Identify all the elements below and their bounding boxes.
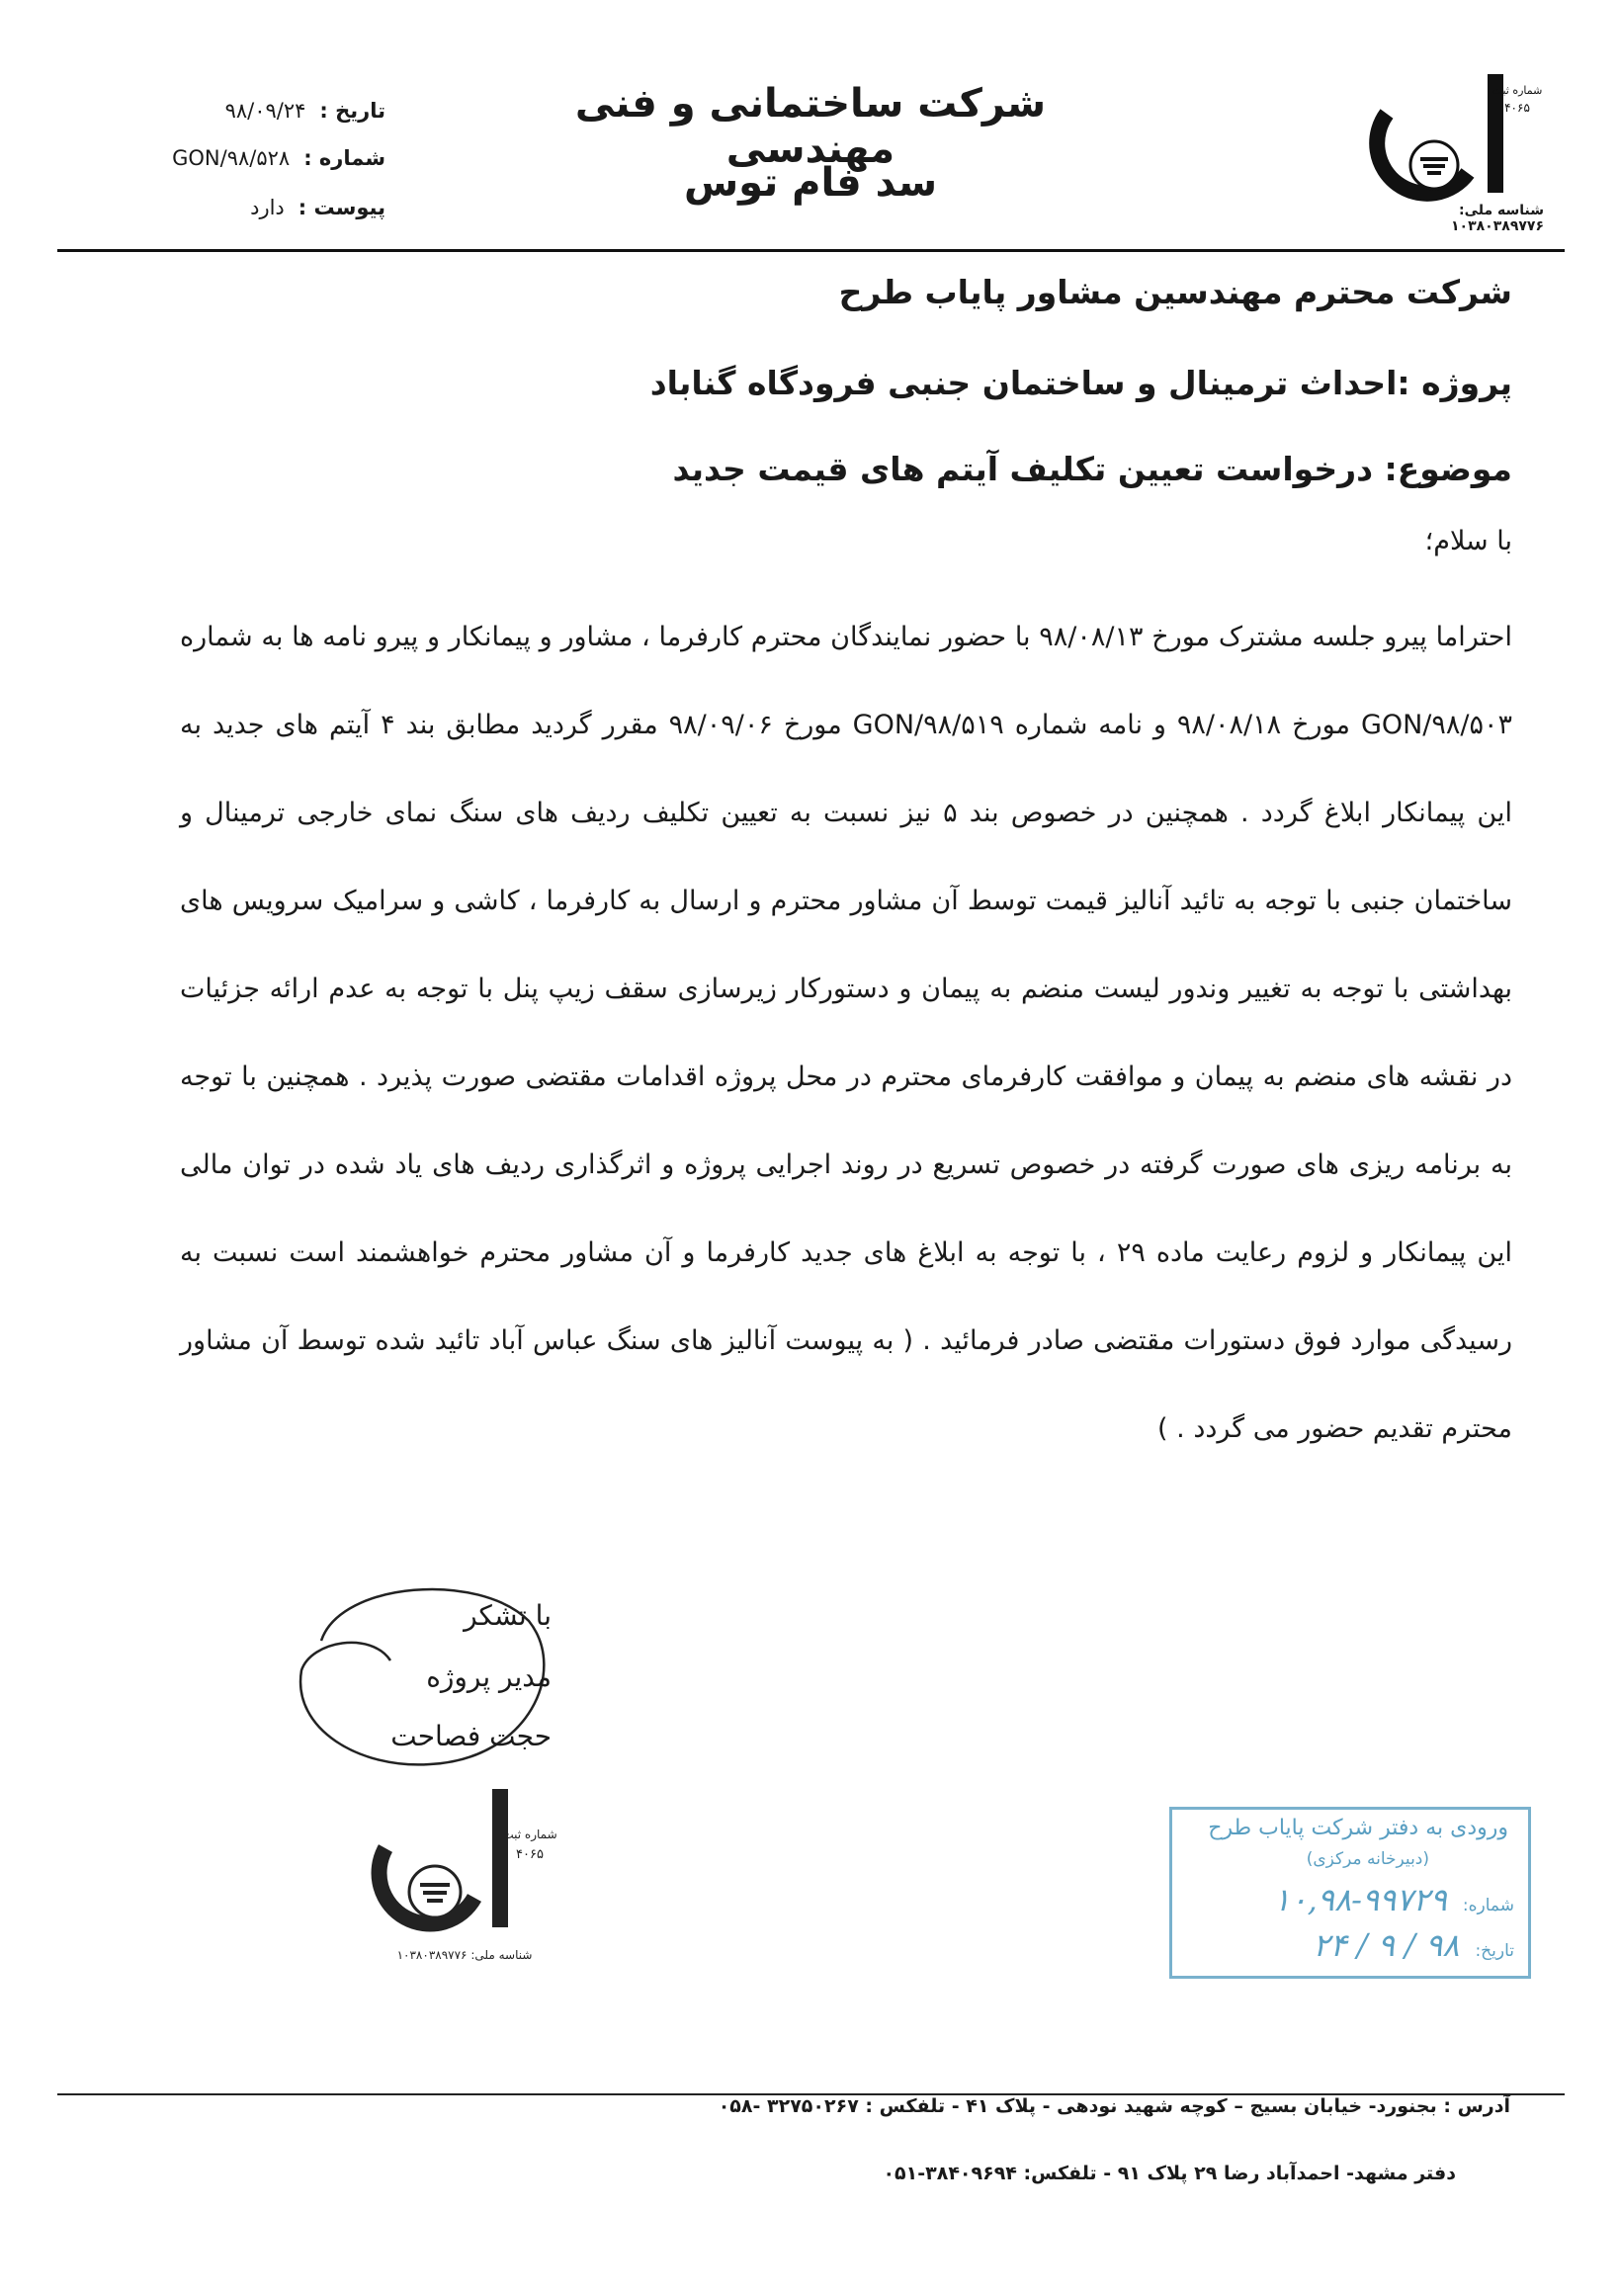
number-value: GON/۹۸/۵۲۸ — [172, 146, 291, 170]
signature-title: مدیر پروژه — [426, 1660, 552, 1693]
receipt-subtitle: (دبیرخانه مرکزی) — [1306, 1849, 1429, 1869]
footer-address: آدرس : بجنورد- خیابان بسیج – کوچه شهید نودهی - پلاک ۴۱ - تلفکس : ۳۲۷۵۰۲۶۷ -۰۵۸ — [718, 2095, 1510, 2117]
number-line — [148, 146, 385, 170]
company-name: شرکت ساختمانی و فنی مهندسی — [574, 81, 1047, 172]
attachment-label: پیوست : — [298, 196, 385, 219]
attachment-value: دارد — [250, 196, 285, 219]
greeting: با سلام؛ — [1424, 526, 1512, 556]
letter-body: احتراما پیرو جلسه مشترک مورخ ۹۸/۰۸/۱۳ با حضور نمایندگان محترم کارفرما ، مشاور و پیمانکار و پیرو نامه ها به شماره GON/۹۸/۵۰۳ مورخ ۹۸/۰۸/۱۸ و نامه شماره GON/۹۸/۵۱۹ مورخ ۹۸/۰۹/۰۶ مقرر گردید مطابق بند ۴ آیتم های جدید به این پیمانکار ابلاغ گردد . همچنین در خصوص بند ۵ نیز نسبت به تعیین تکلیف ردیف های سنگ نمای خارجی ترمینال و ساختمان جنبی با توجه به تائید آنالیز قیمت توسط آن مشاور محترم و ارسال به کارفرما ، کاشی و سرامیک سرویس های بهداشتی با توجه به تغییر وندور لیست منضم به پیمان و دستورکار زیرسازی سقف زیپ پنل با توجه به عدم ارائه جزئیات در نقشه های منضم به پیمان و موافقت کارفرمای محترم در محل پروژه اقدامات مقتضی صورت پذیرد . همچنین با توجه به برنامه ریزی های صورت گرفته در خصوص تسریع در روند اجرایی پروژه و اثرگذاری ردیف های یاد شده در توان مالی این پیمانکار و لزوم رعایت ماده ۲۹ ، با توجه به ابلاغ های جدید کارفرما و آن مشاور محترم خواهشمند است نسبت به رسیدگی موارد فوق دستورات مقتضی صادر فرمائید . ( به پیوست آنالیز های سنگ عباس آباد تائید شده توسط آن مشاور محترم تقدیم حضور می گردد . ) — [180, 622, 1513, 1444]
receipt-date-row — [1313, 1926, 1514, 1964]
receipt-stamp — [1169, 1807, 1531, 1979]
company-stamp — [366, 1769, 563, 1967]
date-line — [148, 99, 385, 123]
stamp-reg-value: ۴۰۶۵ — [516, 1847, 544, 1862]
receipt-number-value: ۱۰,۹۸-۹۹۷۲۹ — [1273, 1881, 1447, 1918]
date-value: ۹۸/۰۹/۲۴ — [224, 99, 306, 123]
subject-line: موضوع: درخواست تعیین تکلیف آیتم های قیمت جدید — [672, 450, 1512, 488]
attachment-line — [148, 196, 385, 219]
company-subtitle: سد فام توس — [683, 160, 938, 206]
number-label: شماره : — [303, 146, 385, 170]
recipient: شرکت محترم مهندسین مشاور پایاب طرح — [838, 273, 1512, 311]
receipt-number-row — [1273, 1881, 1514, 1918]
receipt-title: ورودی به دفتر شرکت پایاب طرح — [1208, 1816, 1508, 1840]
signature-closing: با تشکر — [464, 1599, 552, 1632]
project-title: پروژه :احداث ترمینال و ساختمان جنبی فرودگاه گناباد — [649, 364, 1512, 402]
receipt-date-value: ۹۸ / ۹ / ۲۴ — [1313, 1926, 1460, 1964]
signature-name: حجت فصاحت — [390, 1720, 552, 1752]
receipt-number-label: شماره: — [1462, 1896, 1514, 1915]
stamp-national-id: شناسه ملی: ۱۰۳۸۰۳۸۹۷۷۶ — [396, 1948, 533, 1962]
header-divider — [57, 249, 1565, 252]
logo-reg-value: ۴۰۶۵ — [1504, 101, 1530, 115]
stamp-reg-label: شماره ثبت — [502, 1828, 557, 1841]
national-id: شناسه ملی: ۱۰۳۸۰۳۸۹۷۷۶ — [1451, 203, 1544, 234]
footer-office: دفتر مشهد- احمدآباد رضا ۲۹ پلاک ۹۱ - تلفکس: ۳۸۴۰۹۶۹۴-۰۵۱ — [883, 2163, 1456, 2184]
date-label: تاریخ : — [319, 99, 385, 123]
receipt-date-label: تاریخ: — [1475, 1941, 1514, 1961]
logo-reg-label: شماره ثبت — [1491, 84, 1542, 97]
